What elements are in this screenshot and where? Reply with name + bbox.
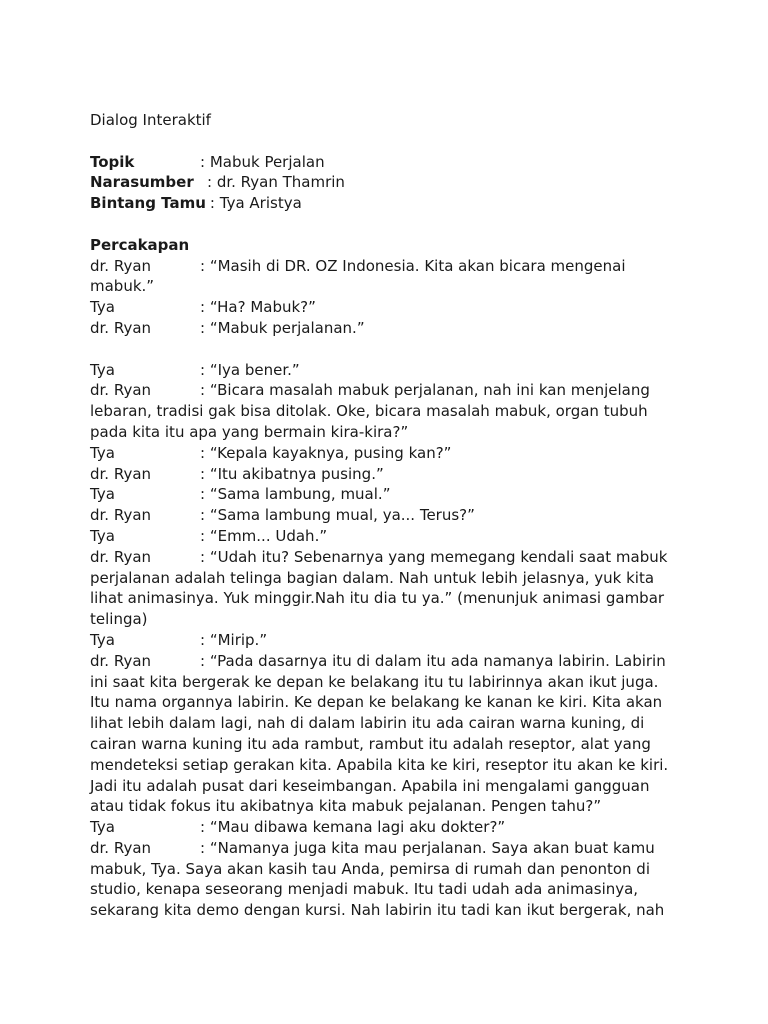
speaker-name: dr. Ryan	[90, 547, 152, 566]
speaker-name: Tya	[90, 485, 115, 504]
meta-narasumber	[90, 172, 680, 193]
speech-text: : “Mirip.”	[200, 630, 268, 649]
speech-text: : “Kepala kayaknya, pusing kan?”	[200, 443, 452, 462]
bintang-tamu-label: Bintang Tamu	[90, 194, 206, 213]
speaker-name: Tya	[90, 360, 115, 379]
speech-text: : “Iya bener.”	[200, 360, 300, 379]
bintang-tamu-value: : Tya Aristya	[209, 194, 302, 213]
dialog-turn	[90, 838, 680, 921]
topik-label: Topik	[90, 152, 135, 171]
dialog-turn	[90, 526, 680, 547]
narasumber-value: : dr. Ryan Thamrin	[207, 173, 345, 192]
dialog-turn	[90, 505, 680, 526]
dialog-turns	[90, 256, 680, 922]
speaker-name: dr. Ryan	[90, 506, 152, 525]
speaker-name: Tya	[90, 818, 115, 837]
speech-text: : “Pada dasarnya itu di dalam itu ada namanya labirin. Labirin ini saat kita bergerak ke depan ke belakang itu tu labirinnya akan ikut juga. Itu nama organnya labirin. Ke depan ke belakang ke kanan ke kiri. Kita akan lihat lebih dalam lagi, nah di dalam labirin itu ada cairan warna kuning, di cairan warna kuning itu ada rambut, rambut itu adalah reseptor, alat yang mendeteksi setiap gerakan kita. Apabila kita ke kiri, reseptor itu akan ke kiri. Jadi itu adalah pusat dari keseimbangan. Apabila ini mengalami gangguan atau tidak fokus itu akibatnya kita mabuk pejalanan. Pengen tahu?”	[90, 651, 669, 816]
speech-text: : “Sama lambung mual, ya... Terus?”	[200, 506, 475, 525]
dialog-turn	[90, 318, 680, 339]
dialog-turn	[90, 630, 680, 651]
speech-text: : “Udah itu? Sebenarnya yang memegang kendali saat mabuk perjalanan adalah telinga bagian dalam. Nah untuk lebih jelasnya, yuk kita lihat animasinya. Yuk minggir.Nah itu dia tu ya.” (menunjuk animasi gambar telinga)	[90, 547, 668, 629]
speech-text: : “Mau dibawa kemana lagi aku dokter?”	[200, 818, 506, 837]
speaker-name: Tya	[90, 443, 115, 462]
section-heading: Percakapan	[90, 235, 190, 254]
paragraph-gap	[90, 339, 680, 360]
dialog-turn	[90, 380, 680, 442]
speaker-name: dr. Ryan	[90, 651, 152, 670]
speaker-name: Tya	[90, 630, 115, 649]
speech-text: : “Mabuk perjalanan.”	[200, 318, 365, 337]
speaker-name: Tya	[90, 298, 115, 317]
speaker-name: Tya	[90, 526, 115, 545]
dialog-turn	[90, 484, 680, 505]
document-body	[90, 110, 680, 921]
topik-value: : Mabuk Perjalan	[200, 152, 325, 171]
dialog-turn	[90, 443, 680, 464]
dialog-turn	[90, 651, 680, 817]
speech-text: : “Sama lambung, mual.”	[200, 485, 391, 504]
dialog-turn	[90, 256, 680, 298]
speech-text: : “Emm... Udah.”	[200, 526, 328, 545]
dialog-turn	[90, 547, 680, 630]
dialog-turn	[90, 297, 680, 318]
speech-text: : “Masih di DR. OZ Indonesia. Kita akan bicara mengenai mabuk.”	[90, 256, 626, 296]
speech-text: : “Bicara masalah mabuk perjalanan, nah ini kan menjelang lebaran, tradisi gak bisa ditolak. Oke, bicara masalah mabuk, organ tubuh pada kita itu apa yang bermain kira-kira?”	[90, 381, 650, 441]
speaker-name: dr. Ryan	[90, 464, 152, 483]
dialog-turn	[90, 464, 680, 485]
speech-text: : “Ha? Mabuk?”	[200, 298, 316, 317]
meta-bintang-tamu	[90, 193, 680, 214]
speaker-name: dr. Ryan	[90, 381, 152, 400]
document-title: Dialog Interaktif	[90, 111, 211, 129]
dialog-turn	[90, 360, 680, 381]
speech-text: : “Itu akibatnya pusing.”	[200, 464, 384, 483]
speaker-name: dr. Ryan	[90, 838, 152, 857]
speaker-name: dr. Ryan	[90, 256, 152, 275]
dialog-turn	[90, 817, 680, 838]
meta-topik	[90, 152, 680, 173]
speaker-name: dr. Ryan	[90, 318, 152, 337]
speech-text: : “Namanya juga kita mau perjalanan. Saya akan buat kamu mabuk, Tya. Saya akan kasih tau Anda, pemirsa di rumah dan penonton di studio, kenapa seseorang menjadi mabuk. Itu tadi udah ada animasinya, sekarang kita demo dengan kursi. Nah labirin itu tadi kan ikut bergerak, nah	[90, 838, 665, 920]
narasumber-label: Narasumber	[90, 173, 194, 192]
